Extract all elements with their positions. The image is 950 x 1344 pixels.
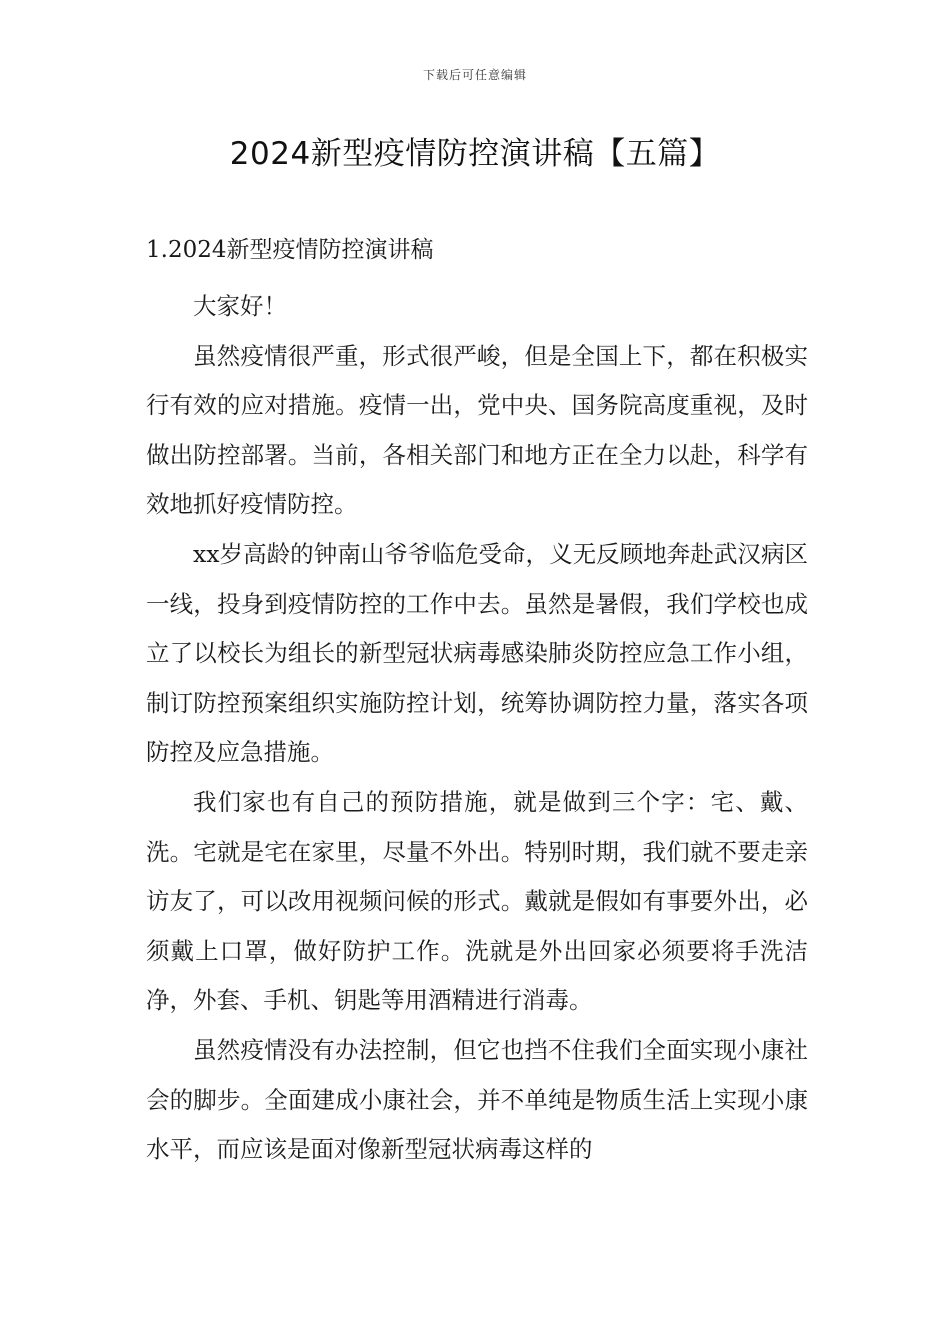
paragraph: 虽然疫情没有办法控制，但它也挡不住我们全面实现小康社会的脚步。全面建成小康社会，并不单纯是物质生活上实现小康水平，而应该是面对像新型冠状病毒这样的 <box>146 1035 808 1164</box>
section-heading: 1.2024新型疫情防控演讲稿 <box>146 237 434 263</box>
body-text <box>146 282 808 1175</box>
document-title: 2024新型疫情防控演讲稿【五篇】 <box>229 136 721 172</box>
paragraph: xx岁高龄的钟南山爷爷临危受命，义无反顾地奔赴武汉病区一线，投身到疫情防控的工作中去。虽然是暑假，我们学校也成立了以校长为组长的新型冠状病毒感染肺炎防控应急工作小组，制订防控预案组织实施防控计划，统筹协调防控力量，落实各项防控及应急措施。 <box>146 539 808 767</box>
header-note: 下载后可任意编辑 <box>422 68 527 82</box>
paragraph: 我们家也有自己的预防措施，就是做到三个字：宅、戴、洗。宅就是宅在家里，尽量不外出。特别时期，我们就不要走亲访友了，可以改用视频问候的形式。戴就是假如有事要外出，必须戴上口罩，做好防护工作。洗就是外出回家必须要将手洗洁净，外套、手机、钥匙等用酒精进行消毒。 <box>146 787 808 1015</box>
paragraph-greeting: 大家好！ <box>193 292 287 320</box>
paragraph: 虽然疫情很严重，形式很严峻，但是全国上下，都在积极实行有效的应对措施。疫情一出，党中央、国务院高度重视，及时做出防控部署。当前，各相关部门和地方正在全力以赴，科学有效地抓好疫情防控。 <box>146 341 808 519</box>
